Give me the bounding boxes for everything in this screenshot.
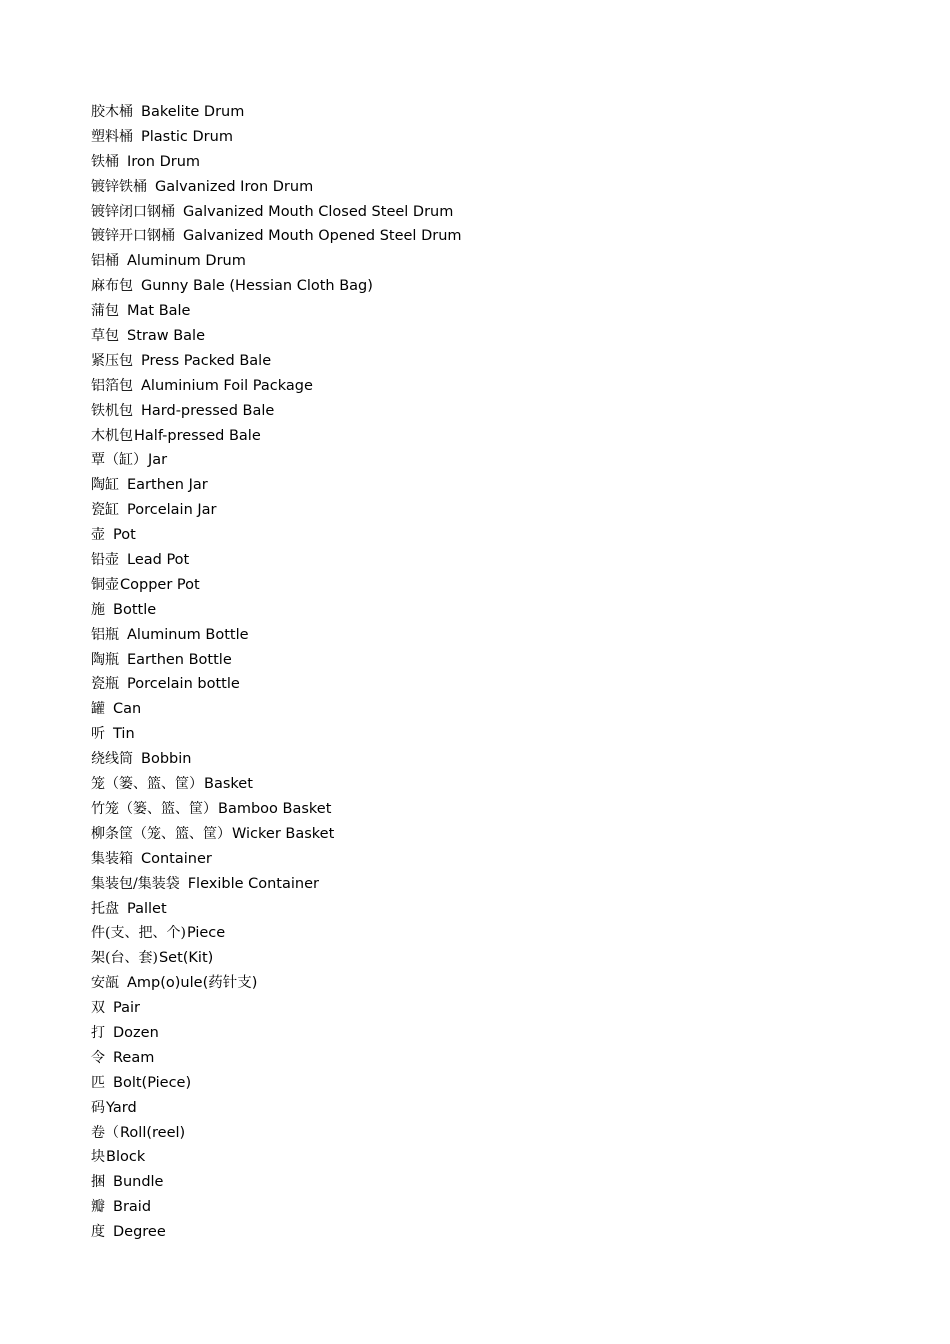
chinese-term: 镀锌闭口钢桶 bbox=[91, 203, 175, 220]
english-term: Galvanized Mouth Closed Steel Drum bbox=[183, 203, 454, 220]
english-term: Set(Kit) bbox=[158, 950, 214, 967]
english-term: Roll(reel) bbox=[120, 1124, 186, 1141]
list-item bbox=[91, 648, 462, 673]
chinese-term: 蒲包 bbox=[91, 303, 119, 320]
english-term: Piece bbox=[186, 925, 226, 942]
chinese-term: 紧压包 bbox=[91, 352, 133, 369]
english-term: Copper Pot bbox=[120, 576, 200, 593]
english-term: Basket bbox=[204, 776, 253, 793]
list-item bbox=[91, 448, 462, 473]
english-term: Yard bbox=[106, 1099, 137, 1116]
list-item bbox=[91, 1071, 462, 1096]
chinese-term: 瓷缸 bbox=[91, 502, 119, 519]
list-item bbox=[91, 299, 462, 324]
english-term: Galvanized Iron Drum bbox=[155, 178, 314, 195]
english-term: Aluminum Bottle bbox=[127, 626, 249, 643]
list-item bbox=[91, 523, 462, 548]
english-term: Lead Pot bbox=[127, 552, 190, 569]
list-item bbox=[91, 1121, 462, 1146]
list-item bbox=[91, 872, 462, 897]
chinese-term: 双 bbox=[91, 1000, 105, 1017]
english-term: Wicker Basket bbox=[232, 825, 335, 842]
list-item bbox=[91, 548, 462, 573]
chinese-term: 铁桶 bbox=[91, 153, 119, 170]
chinese-term: 陶缸 bbox=[91, 477, 119, 494]
english-term: Iron Drum bbox=[127, 153, 201, 170]
list-item bbox=[91, 897, 462, 922]
list-item bbox=[91, 175, 462, 200]
chinese-term: 卷（ bbox=[91, 1124, 119, 1141]
list-item bbox=[91, 747, 462, 772]
list-item bbox=[91, 996, 462, 1021]
chinese-term: 瓷瓶 bbox=[91, 676, 119, 693]
list-item bbox=[91, 249, 462, 274]
list-item bbox=[91, 822, 462, 847]
english-term: Earthen Bottle bbox=[127, 651, 232, 668]
chinese-term: 安瓿 bbox=[91, 975, 119, 992]
list-item bbox=[91, 274, 462, 299]
chinese-term: 木机包 bbox=[91, 427, 133, 444]
chinese-term: 度 bbox=[91, 1224, 105, 1241]
list-item bbox=[91, 100, 462, 125]
english-term: Ream bbox=[113, 1049, 155, 1066]
english-term: Aluminum Drum bbox=[127, 253, 246, 270]
english-term: Straw Bale bbox=[127, 328, 205, 345]
chinese-term: 架(台、套) bbox=[91, 950, 158, 967]
list-item bbox=[91, 946, 462, 971]
list-item bbox=[91, 1220, 462, 1245]
chinese-term: 件(支、把、个) bbox=[91, 925, 186, 942]
english-term: Block bbox=[106, 1149, 146, 1166]
english-term: Bundle bbox=[113, 1174, 164, 1191]
list-item bbox=[91, 847, 462, 872]
list-item bbox=[91, 1096, 462, 1121]
list-item bbox=[91, 498, 462, 523]
chinese-term: 铝桶 bbox=[91, 253, 119, 270]
list-item bbox=[91, 200, 462, 225]
chinese-term: 铝瓶 bbox=[91, 626, 119, 643]
chinese-term: 镀锌铁桶 bbox=[91, 178, 147, 195]
list-item bbox=[91, 573, 462, 598]
chinese-term: 瓣 bbox=[91, 1199, 105, 1216]
chinese-term: 铅壶 bbox=[91, 552, 119, 569]
english-term: Porcelain Jar bbox=[127, 502, 217, 519]
list-item bbox=[91, 374, 462, 399]
chinese-term: 胶木桶 bbox=[91, 104, 133, 120]
list-item bbox=[91, 797, 462, 822]
english-term: Tin bbox=[113, 726, 135, 743]
chinese-term: 捆 bbox=[91, 1174, 105, 1191]
chinese-term: 码 bbox=[91, 1099, 105, 1116]
chinese-term: 集装箱 bbox=[91, 850, 133, 867]
list-item bbox=[91, 921, 462, 946]
list-item bbox=[91, 1195, 462, 1220]
english-term: Amp(o)ule(药针支) bbox=[127, 975, 258, 992]
english-term: Bakelite Drum bbox=[141, 104, 245, 120]
list-item bbox=[91, 672, 462, 697]
english-term: Braid bbox=[113, 1199, 152, 1216]
chinese-term: 集装包/集装袋 bbox=[91, 875, 180, 892]
list-item bbox=[91, 1021, 462, 1046]
list-item bbox=[91, 1145, 462, 1170]
english-term: Aluminium Foil Package bbox=[141, 377, 313, 394]
chinese-term: 听 bbox=[91, 726, 105, 743]
list-item bbox=[91, 1170, 462, 1195]
english-term: Jar bbox=[148, 452, 168, 469]
list-item bbox=[91, 1046, 462, 1071]
list-item bbox=[91, 722, 462, 747]
list-item bbox=[91, 424, 462, 449]
chinese-term: 铜壶 bbox=[91, 576, 119, 593]
english-term: Pair bbox=[113, 1000, 140, 1017]
english-term: Flexible Container bbox=[187, 875, 319, 892]
list-item bbox=[91, 324, 462, 349]
chinese-term: 施 bbox=[91, 601, 105, 618]
list-item bbox=[91, 623, 462, 648]
english-term: Porcelain bottle bbox=[127, 676, 240, 693]
list-item bbox=[91, 971, 462, 996]
chinese-term: 罐 bbox=[91, 701, 105, 718]
english-term: Pallet bbox=[127, 900, 167, 917]
english-term: Degree bbox=[113, 1224, 166, 1241]
english-term: Hard-pressed Bale bbox=[141, 402, 275, 419]
chinese-term: 柳条筐（笼、篮、筐） bbox=[91, 825, 231, 842]
english-term: Pot bbox=[113, 527, 136, 544]
english-term: Bolt(Piece) bbox=[113, 1074, 192, 1091]
list-item bbox=[91, 399, 462, 424]
chinese-term: 塑料桶 bbox=[91, 128, 133, 145]
list-item bbox=[91, 697, 462, 722]
list-item bbox=[91, 150, 462, 175]
chinese-term: 竹笼（篓、篮、筐） bbox=[91, 800, 217, 817]
chinese-term: 草包 bbox=[91, 328, 119, 345]
chinese-term: 笼（篓、篮、筐） bbox=[91, 776, 203, 793]
list-item bbox=[91, 772, 462, 797]
english-term: Bobbin bbox=[141, 751, 192, 768]
chinese-term: 麻布包 bbox=[91, 278, 133, 295]
list-item bbox=[91, 224, 462, 249]
english-term: Dozen bbox=[113, 1024, 159, 1041]
chinese-term: 铁机包 bbox=[91, 402, 133, 419]
english-term: Bamboo Basket bbox=[218, 800, 332, 817]
english-term: Can bbox=[113, 701, 142, 718]
list-item bbox=[91, 125, 462, 150]
chinese-term: 托盘 bbox=[91, 900, 119, 917]
chinese-term: 铝箔包 bbox=[91, 377, 133, 394]
chinese-term: 块 bbox=[91, 1149, 105, 1166]
chinese-term: 匹 bbox=[91, 1074, 105, 1091]
chinese-term: 覃（缸） bbox=[91, 452, 147, 469]
chinese-term: 绕线筒 bbox=[91, 751, 133, 768]
chinese-term: 陶瓶 bbox=[91, 651, 119, 668]
list-item bbox=[91, 473, 462, 498]
packing-terms-list bbox=[91, 100, 462, 1245]
english-term: Earthen Jar bbox=[127, 477, 208, 494]
english-term: Plastic Drum bbox=[141, 128, 233, 145]
chinese-term: 镀锌开口钢桶 bbox=[91, 228, 175, 245]
chinese-term: 令 bbox=[91, 1049, 105, 1066]
english-term: Container bbox=[141, 850, 212, 867]
list-item bbox=[91, 349, 462, 374]
english-term: Gunny Bale (Hessian Cloth Bag) bbox=[141, 278, 373, 295]
english-term: Bottle bbox=[113, 601, 157, 618]
list-item bbox=[91, 598, 462, 623]
english-term: Galvanized Mouth Opened Steel Drum bbox=[183, 228, 462, 245]
english-term: Half-pressed Bale bbox=[134, 427, 261, 444]
chinese-term: 壶 bbox=[91, 527, 105, 544]
chinese-term: 打 bbox=[91, 1024, 105, 1041]
english-term: Mat Bale bbox=[127, 303, 191, 320]
english-term: Press Packed Bale bbox=[141, 352, 272, 369]
